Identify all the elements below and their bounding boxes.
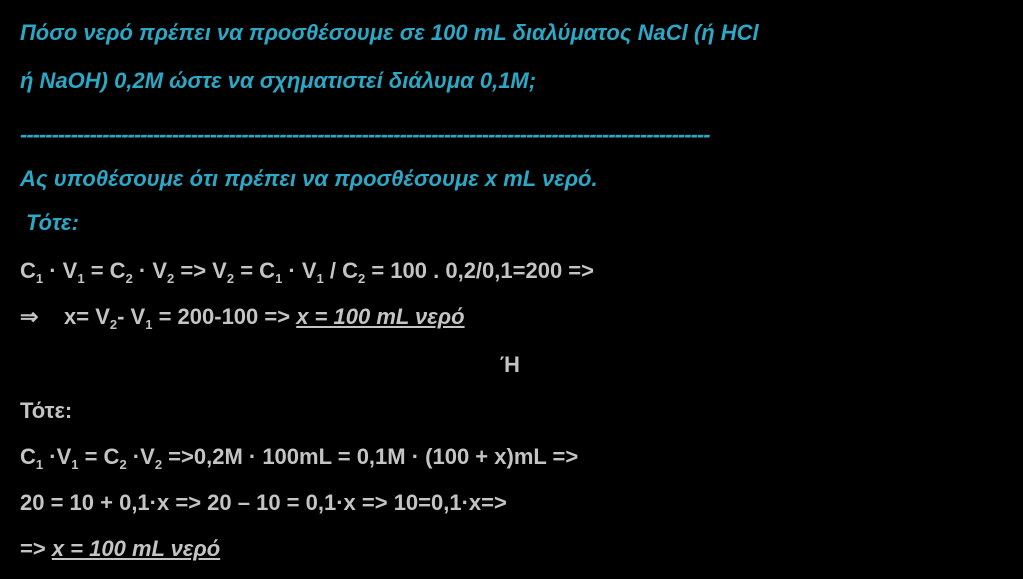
equation-dilution-1	[20, 258, 594, 284]
then-label-1: Τότε:	[26, 210, 79, 235]
equation-x-result-2	[20, 536, 220, 562]
question-line-2: ή NaOH) 0,2M ώστε να σχηματιστεί διάλυμα 0,1M;	[20, 68, 537, 93]
sub: 1	[316, 271, 324, 286]
eq-part: = C	[234, 258, 276, 283]
sub: 2	[226, 271, 235, 286]
eq-part: = 100 . 0,2/0,1=200 =>	[365, 258, 594, 283]
sub: 2	[358, 271, 366, 286]
eq-part: = C	[84, 258, 126, 283]
sub: 1	[145, 317, 153, 332]
result-1: x = 100 mL νερό	[296, 304, 465, 329]
or-label: Ή	[500, 352, 520, 377]
eq-part: ·V	[126, 444, 155, 469]
sub: 1	[71, 457, 79, 472]
eq-part: =>	[20, 536, 52, 561]
sub: 2	[154, 457, 163, 472]
sub: 2	[125, 271, 133, 286]
result-2: x = 100 mL νερό	[51, 536, 221, 561]
sub: 2	[167, 271, 175, 286]
assumption-text: Ας υποθέσουμε ότι πρέπει να προσθέσουμε x mL νερό.	[20, 166, 598, 191]
implies-arrow-icon: ⇒	[20, 304, 39, 329]
equation-x-result-1	[20, 304, 465, 330]
eq-part: ·V	[43, 444, 72, 469]
sub: 2	[109, 317, 118, 332]
divider-line: -------------------------------------------------------------------------------------------------------------	[20, 122, 710, 147]
sub: 1	[35, 271, 44, 286]
eq-part: · V	[282, 258, 317, 283]
eq-c1: C	[20, 258, 36, 283]
eq-part: = 200-100 =>	[152, 304, 297, 329]
eq-part: = C	[78, 444, 120, 469]
eq-part: / C	[323, 258, 358, 283]
sub: 1	[275, 271, 283, 286]
sub: 1	[77, 271, 85, 286]
equation-dilution-2	[20, 444, 578, 470]
question-line-1: Πόσο νερό πρέπει να προσθέσουμε σε 100 mL διαλύματος NaCl (ή HCl	[20, 20, 759, 45]
eq-part: · V	[132, 258, 168, 283]
sub: 1	[35, 457, 44, 472]
equation-solve: 20 = 10 + 0,1·x => 20 – 10 = 0,1·x => 10=0,1·x=>	[20, 490, 507, 515]
eq-part: x= V	[64, 304, 110, 329]
eq-part: => V	[174, 258, 227, 283]
then-label-2: Τότε:	[20, 398, 73, 423]
eq-part: - V	[117, 304, 146, 329]
eq-part: =>0,2M · 100mL = 0,1M · (100 + x)mL =>	[162, 444, 579, 469]
sub: 2	[119, 457, 127, 472]
eq-part: · V	[43, 258, 78, 283]
eq-part: C	[20, 444, 36, 469]
